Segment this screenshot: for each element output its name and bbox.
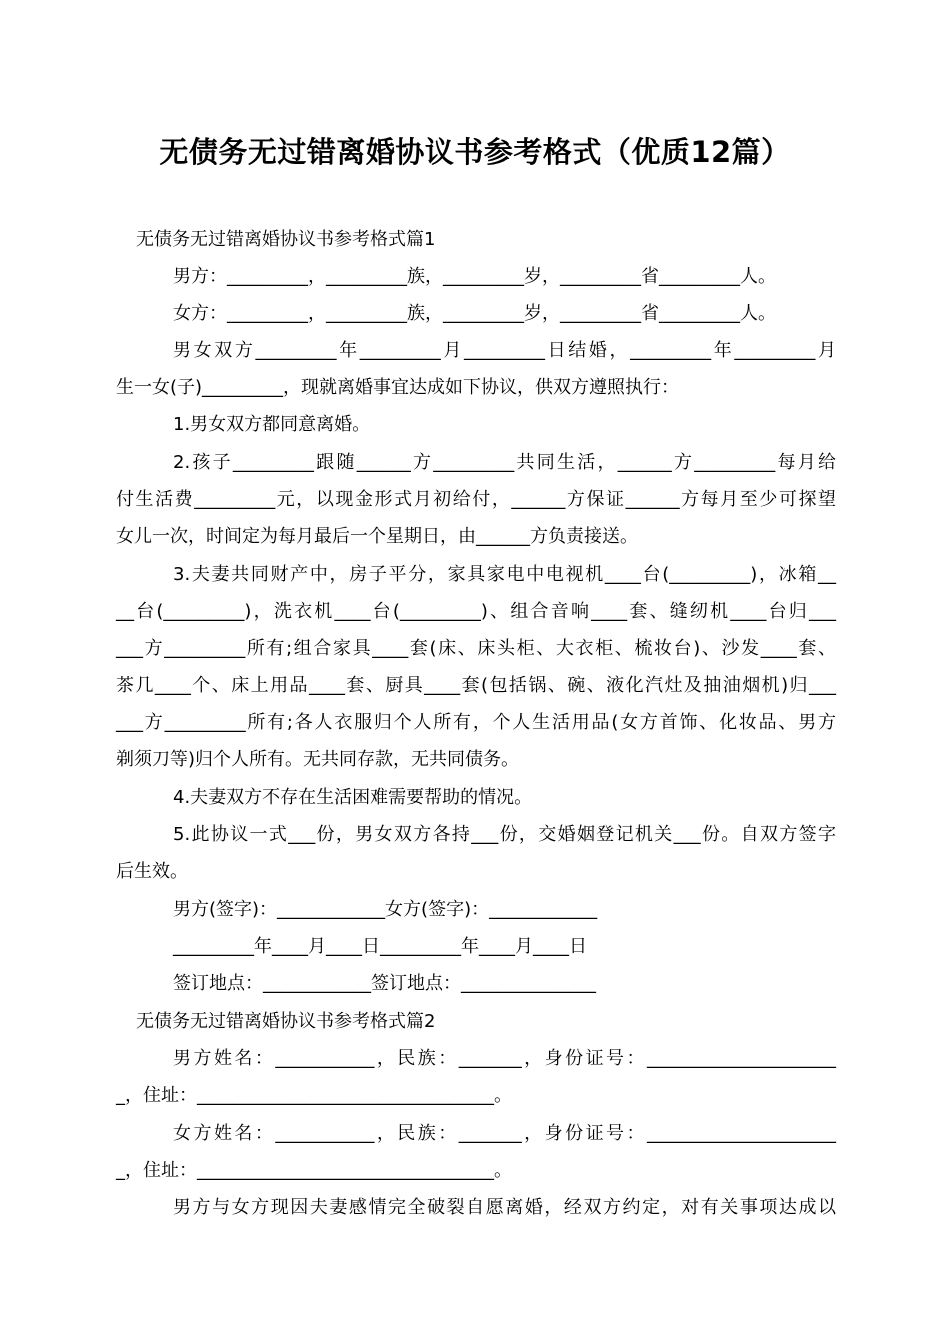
section-heading-2: 无债务无过错离婚协议书参考格式篇2 (136, 1011, 436, 1032)
location-line: 签订地点：____________签订地点：_______________ (173, 973, 596, 994)
paragraph-line: 剃须刀等)归个人所有。无共同存款，无共同债务。 (116, 749, 520, 770)
date-line: _________年____月____日_________年____月____日 (173, 936, 587, 957)
paragraph-line: 4.夫妻双方不存在生活困难需要帮助的情况。 (173, 787, 533, 808)
paragraph-line: 5.此协议一式___份，男女双方各持___份，交婚姻登记机关___份。自双方签字 (173, 824, 836, 845)
paragraph-line: 3.夫妻共同财产中，房子平分，家具家电中电视机____台(_________)，冰箱__ (173, 564, 836, 585)
paragraph-line: 2.孩子_________跟随______方_________共同生活，______方_________每月给 (173, 452, 836, 473)
paragraph-line: 男女双方_________年_________月_________日结婚，_________年_________月 (173, 340, 836, 361)
document-title: 无债务无过错离婚协议书参考格式（优质12篇） (159, 135, 791, 169)
paragraph-line: 女方：_________，_________族，_________岁，_________省_________人。 (173, 303, 776, 324)
paragraph-line: ___方_________所有;组合家具____套(床、床头柜、大衣柜、梳妆台)、沙发____套、 (116, 638, 836, 659)
paragraph-line: 付生活费_________元，以现金形式月初给付，______方保证______方每月至少可探望 (116, 489, 836, 510)
paragraph-line: 男方：_________，_________族，_________岁，_________省_________人。 (173, 266, 776, 287)
paragraph-line: 后生效。 (116, 861, 188, 882)
paragraph-line: 男方与女方现因夫妻感情完全破裂自愿离婚，经双方约定，对有关事项达成以 (173, 1197, 836, 1218)
paragraph-line: __台(_________)，洗衣机____台(_________)、组合音响____套、缝纫机____台归___ (116, 601, 836, 622)
paragraph-line: ___方_________所有;各人衣服归个人所有，个人生活用品(女方首饰、化妆品、男方 (116, 712, 836, 733)
paragraph-line: 女方姓名：___________，民族：_______，身份证号：_____________________ (173, 1123, 836, 1144)
section-heading-1: 无债务无过错离婚协议书参考格式篇1 (136, 229, 436, 250)
signature-line: 男方(签字)：____________女方(签字)：____________ (173, 899, 598, 920)
paragraph-line: 生一女(子)_________，现就离婚事宜达成如下协议，供双方遵照执行： (116, 377, 680, 398)
paragraph-line: 茶几____个、床上用品____套、厨具____套(包括锅、碗、液化汽灶及抽油烟机)归___ (116, 675, 836, 696)
paragraph-line: _，住址：_________________________________。 (116, 1160, 512, 1181)
paragraph-line: 女儿一次，时间定为每月最后一个星期日，由______方负责接送。 (116, 526, 638, 547)
paragraph-line: 男方姓名：___________，民族：_______，身份证号：_____________________ (173, 1048, 836, 1069)
paragraph-line: _，住址：_________________________________。 (116, 1085, 512, 1106)
paragraph-line: 1.男女双方都同意离婚。 (173, 414, 371, 435)
